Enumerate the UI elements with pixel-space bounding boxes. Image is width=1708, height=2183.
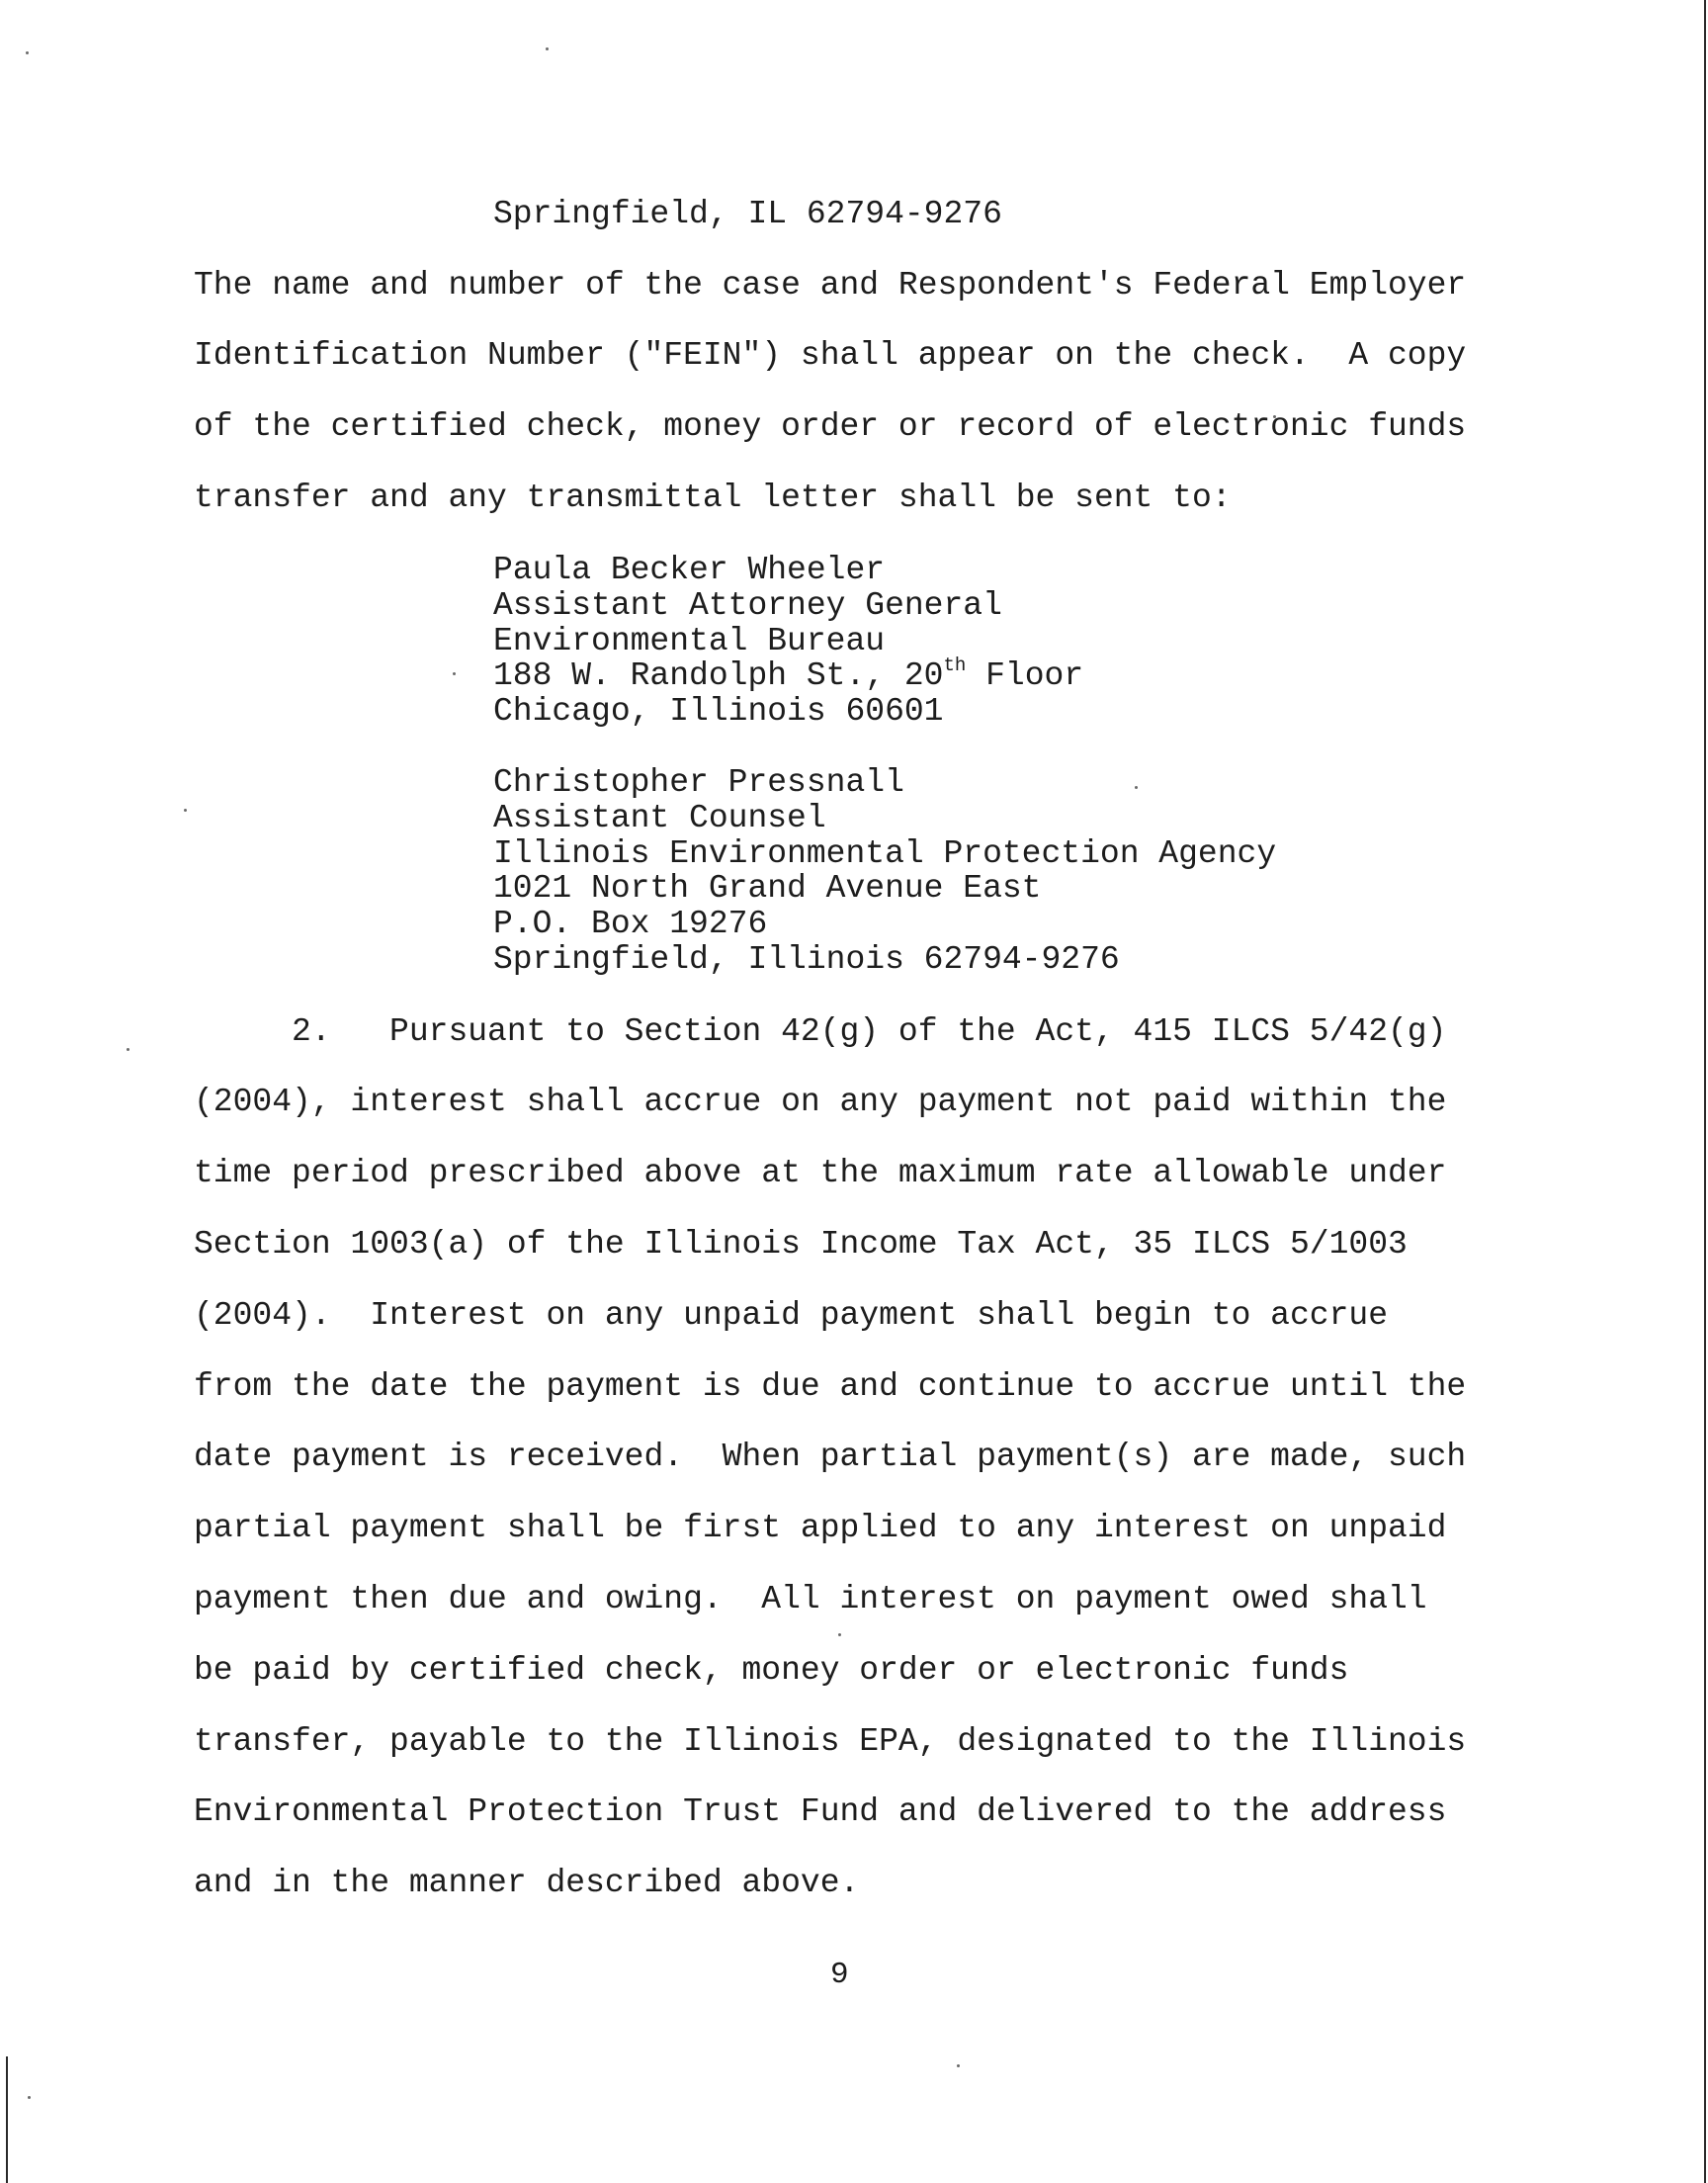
recipient-street: 1021 North Grand Avenue East [493,870,1042,907]
scan-speck [546,47,549,50]
scan-edge-left [6,2056,8,2183]
recipient-po-box: P.O. Box 19276 [493,906,768,942]
recipient-office: Environmental Bureau [493,623,886,659]
street-text: 188 W. Randolph St., 20 [493,657,944,694]
paragraph-2-line: from the date the payment is due and continue to accrue until the [194,1368,1467,1405]
recipient-street [493,655,1084,694]
page-number: 9 [830,1958,849,1992]
recipient-title: Assistant Attorney General [493,587,1002,624]
paragraph-2-line: (2004). Interest on any unpaid payment shall begin to accrue [194,1297,1388,1334]
paragraph-2-line: transfer, payable to the Illinois EPA, designated to the Illinois [194,1723,1467,1760]
recipient-city: Chicago, Illinois 60601 [493,693,944,730]
recipient-name: Christopher Pressnall [493,764,904,801]
paragraph-2-line: and in the manner described above. [194,1865,860,1901]
paragraph-2-line: time period prescribed above at the maximum rate allowable under [194,1155,1447,1191]
recipient-name: Paula Becker Wheeler [493,552,886,588]
recipient-city: Springfield, Illinois 62794-9276 [493,941,1120,978]
header-address-line: Springfield, IL 62794-9276 [493,196,1002,232]
paragraph-2-line: payment then due and owing. All interest on payment owed shall [194,1581,1427,1617]
recipient-title: Assistant Counsel [493,800,826,836]
scan-speck [127,1048,129,1051]
paragraph-2-line: be paid by certified check, money order or electronic funds [194,1652,1349,1689]
scan-edge-right [1704,0,1706,2183]
scan-speck [453,672,456,675]
paragraph-1-line: Identification Number ("FEIN") shall appear on the check. A copy [194,337,1467,374]
scan-speck [28,2096,31,2099]
street-text-suffix: Floor [966,657,1084,694]
recipient-office: Illinois Environmental Protection Agency [493,835,1277,872]
scan-speck [957,2064,960,2067]
paragraph-1-line: transfer and any transmittal letter shall be sent to: [194,480,1232,516]
scan-speck [838,1633,841,1636]
paragraph-2-line: Section 1003(a) of the Illinois Income Tax Act, 35 ILCS 5/1003 [194,1226,1408,1263]
scan-speck [26,51,29,54]
ordinal-suffix: th [943,655,967,676]
scan-speck [184,809,187,812]
paragraph-1-line: The name and number of the case and Respondent's Federal Employer [194,267,1467,304]
paragraph-2-line: date payment is received. When partial payment(s) are made, such [194,1439,1467,1475]
paragraph-2-line: 2. Pursuant to Section 42(g) of the Act, 415 ILCS 5/42(g) [194,1013,1447,1050]
paragraph-1-line: of the certified check, money order or record of electronic funds [194,408,1467,445]
paragraph-2-line: Environmental Protection Trust Fund and delivered to the address [194,1793,1447,1830]
paragraph-2-line: (2004), interest shall accrue on any payment not paid within the [194,1084,1447,1120]
paragraph-2-line: partial payment shall be first applied to any interest on unpaid [194,1510,1447,1546]
scan-speck [1135,786,1138,789]
